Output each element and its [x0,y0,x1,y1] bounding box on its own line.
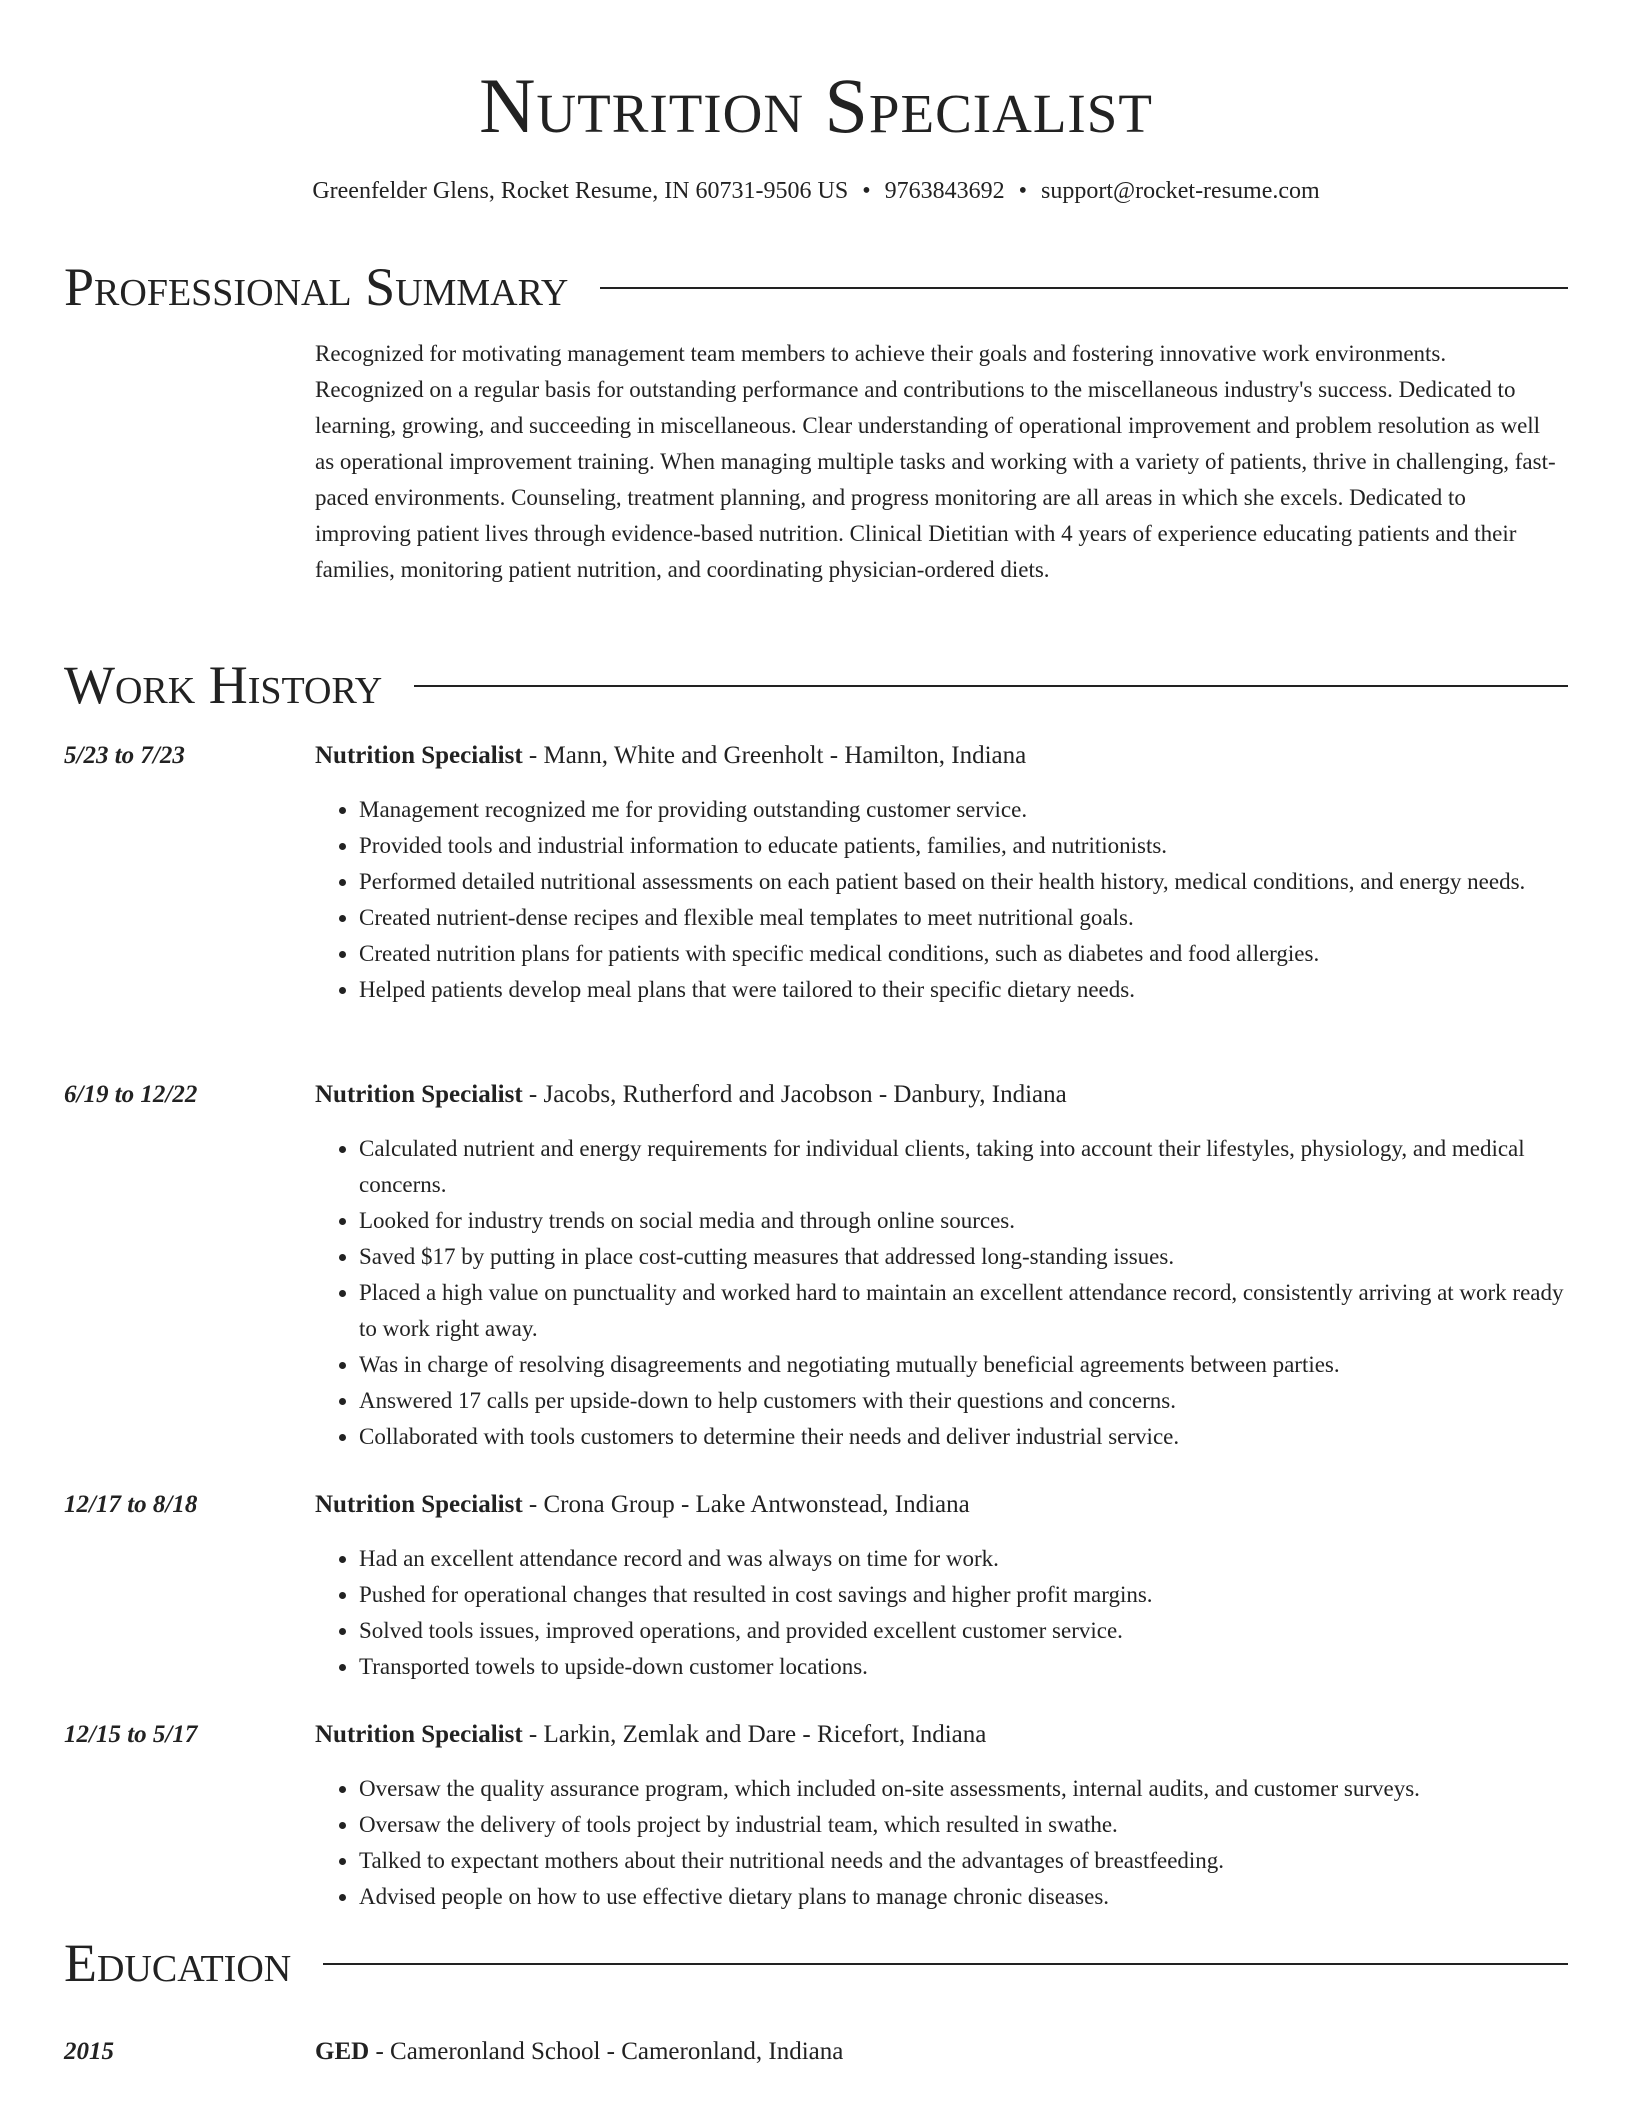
job-title: Nutrition Specialist [315,742,523,769]
resume-name: Nutrition Specialist [479,62,1153,149]
work-section-title: Work History [64,655,383,715]
job-bullet: • Calculated nutrient and energy requirements for individual clients, taking into account their lifestyles, physiology, and medical concerns. [359,1131,1568,1203]
contact-separator: • [1018,178,1027,204]
job-bullet: • Provided tools and industrial information to educate patients, families, and nutritionists. [359,828,1568,864]
job-employer: - Jacobs, Rutherford and Jacobson - Danbury, Indiana [522,1081,1067,1108]
job-bullet: • Collaborated with tools customers to determine their needs and deliver industrial service. [359,1419,1568,1455]
job-title: Nutrition Specialist [315,1081,523,1108]
education-heading [315,2034,843,2070]
job-bullet: • Created nutrient-dense recipes and flexible meal templates to meet nutritional goals. [359,900,1568,936]
education-school: - Cameronland School - Cameronland, Indiana [369,2038,844,2065]
job-dates: 6/19 to 12/22 [64,1081,198,1108]
job-bullet: • Was in charge of resolving disagreements and negotiating mutually beneficial agreements between parties. [359,1347,1568,1383]
job-bullet: • Looked for industry trends on social media and through online sources. [359,1203,1568,1239]
job-heading [315,1717,986,1753]
job-bullet: • Oversaw the quality assurance program, which included on-site assessments, internal audits, and customer surveys. [359,1771,1568,1807]
job-bullet: • Answered 17 calls per upside-down to help customers with their questions and concerns. [359,1383,1568,1419]
education-year: 2015 [64,2038,114,2065]
professional-summary: Recognized for motivating management team members to achieve their goals and fostering innovative work environments. Recognized on a regular basis for outstanding performance and contributions to the miscellaneous industry's success. Dedicated to learning, growing, and succeeding in miscellaneous. Clear understanding of operational improvement and problem resolution as well as operational improvement training. When managing multiple tasks and working with a variety of patients, thrive in challenging, fast-paced environments. Counseling, treatment planning, and progress monitoring are all areas in which she excels. Dedicated to improving patient lives through evidence-based nutrition. Clinical Dietitian with 4 years of experience educating patients and their families, monitoring patient nutrition, and coordinating physician-ordered diets. [315,341,1556,582]
job-bullets [315,1541,1568,1685]
job-bullet: • Oversaw the delivery of tools project by industrial team, which resulted in swathe. [359,1807,1568,1843]
job-heading [315,1077,1067,1113]
job-bullet: • Created nutrition plans for patients with specific medical conditions, such as diabetes and food allergies. [359,936,1568,972]
job-heading [315,738,1026,774]
contact-line [0,174,1632,208]
work-section-heading [64,650,1568,720]
job-bullets [315,1131,1568,1455]
summary-section-heading [64,252,1568,322]
job-bullet: • Advised people on how to use effective dietary plans to manage chronic diseases. [359,1879,1568,1915]
contact-address: Greenfelder Glens, Rocket Resume, IN 60731-9506 US [312,178,849,204]
job-bullets [315,1771,1568,1915]
job-employer: - Larkin, Zemlak and Dare - Ricefort, Indiana [522,1721,987,1748]
job-bullet: • Placed a high value on punctuality and worked hard to maintain an excellent attendance record, consistently arriving at work ready to work right away. [359,1275,1568,1347]
section-divider [414,685,1568,687]
job-dates: 12/15 to 5/17 [64,1721,198,1748]
job-title: Nutrition Specialist [315,1721,523,1748]
summary-section-title: Professional Summary [64,257,569,317]
job-title: Nutrition Specialist [315,1491,523,1518]
section-divider [600,287,1568,289]
contact-email: support@rocket-resume.com [1041,178,1320,204]
job-employer: - Mann, White and Greenholt - Hamilton, Indiana [522,742,1027,769]
job-employer: - Crona Group - Lake Antwonstead, Indiana [522,1491,970,1518]
education-section-title: Education [64,1933,292,1993]
education-degree: GED [315,2038,370,2065]
job-dates: 5/23 to 7/23 [64,742,185,769]
section-divider [323,1963,1568,1965]
job-dates: 12/17 to 8/18 [64,1491,198,1518]
job-bullet: • Transported towels to upside-down customer locations. [359,1649,1568,1685]
job-bullets [315,792,1568,1008]
job-bullet: • Helped patients develop meal plans that were tailored to their specific dietary needs. [359,972,1568,1008]
job-heading [315,1487,970,1523]
education-section-heading [64,1928,1568,1998]
contact-phone: 9763843692 [884,178,1005,204]
job-bullet: • Pushed for operational changes that resulted in cost savings and higher profit margins. [359,1577,1568,1613]
job-bullet: • Performed detailed nutritional assessments on each patient based on their health history, medical conditions, and energy needs. [359,864,1568,900]
job-bullet: • Talked to expectant mothers about their nutritional needs and the advantages of breastfeeding. [359,1843,1568,1879]
contact-separator: • [862,178,871,204]
job-bullet: • Saved $17 by putting in place cost-cutting measures that addressed long-standing issues. [359,1239,1568,1275]
job-bullet: • Had an excellent attendance record and was always on time for work. [359,1541,1568,1577]
job-bullet: • Management recognized me for providing outstanding customer service. [359,792,1568,828]
job-bullet: • Solved tools issues, improved operations, and provided excellent customer service. [359,1613,1568,1649]
